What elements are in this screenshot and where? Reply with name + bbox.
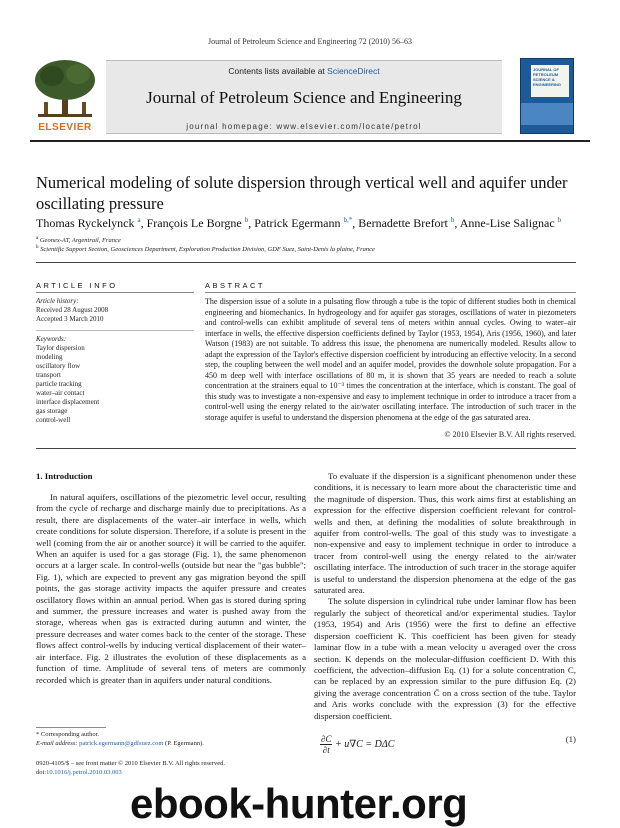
journal-cover-image xyxy=(520,58,574,134)
issn-note: 0920-4105/$ – see front matter © 2010 Elsevier B.V. All rights reserved. xyxy=(36,760,225,767)
paragraph: To evaluate if the dispersion is a significant phenomenon under these conditions, it is necessary to learn more about the characteristic time and the magnitude of dispersion. Thus, this work aims first at establishing an expression for the effective dispersion coefficient relevant for control-wells and then, at defining the modalities of solute breakthrough in aquifer from control-wells. The goal of this study was to investigate a non-expensive and easy to implement technique in order to introduce a tracer from control-well using the energy related to the air/water oscillating interface. The introduction of such tracer in the storage aquifer is useful to understand the dispersion phenomena at the edge of the gas saturated area. xyxy=(314,471,576,596)
author-affil-sup[interactable]: b xyxy=(557,216,562,224)
copyright-notice: © 2010 Elsevier B.V. All rights reserved. xyxy=(444,430,576,439)
keyword: water–air contact xyxy=(36,389,85,397)
equation-number: (1) xyxy=(565,734,576,744)
doi-link[interactable]: 10.1016/j.petrol.2010.03.003 xyxy=(46,769,122,776)
header-rule xyxy=(30,140,590,142)
cover-title: JOURNAL OF PETROLEUM SCIENCE & ENGINEERING xyxy=(533,67,562,87)
email-label: E-mail address: xyxy=(36,740,80,747)
intro-right-column xyxy=(314,471,576,722)
divider xyxy=(36,448,576,449)
paragraph: In natural aquifers, oscillations of the piezometric level occur, resulting from the cycle of recharge and discharge mainly due to precipitations. As a result, there are displacements of the water–air interface in wells, which create conditions for solute dispersion. Therefore, if a solute is present in the well (coming from the air or another source) it will be carried to the aquifer. When an aquifer is used for a gas storage (Fig. 1), the same phenomenon occurs at a larger scale. In control-wells (outside but near the "gas bubble"; Fig. 1), which are expected to prevent any gas migration beyond the spill points, the gas storage activity impacts the aquifer pressure and creates oscillatory flows within an annual period. When gas is stored during spring and summer, the pressure increases and water is pushed away from the storage, whereas when gas is extracted during autumn and winter, the pressure decreases and water comes back to the center of the storage. These flows affect control-wells by inducing vertical displacement of their water–air interface. Fig. 2 illustrates the evolution of these displacements as a function of time. Amplitude of several tens of meters are commonly recorded which is greater than in aquifers under natural conditions. xyxy=(36,492,306,685)
doi-prefix: doi: xyxy=(36,769,47,776)
sciencedirect-link[interactable]: ScienceDirect xyxy=(327,66,380,76)
email-link[interactable]: patrick.egermann@gdfsuez.com xyxy=(79,740,164,747)
history-label: Article history: xyxy=(36,297,79,305)
divider xyxy=(205,292,576,293)
affiliation xyxy=(36,245,596,253)
divider xyxy=(36,262,576,263)
keyword: Taylor dispersion xyxy=(36,344,85,352)
doi-note xyxy=(36,769,306,776)
author-affil-sup[interactable]: b xyxy=(244,216,249,224)
frac-numerator: ∂C xyxy=(321,734,332,744)
author-name[interactable]: François Le Borgne xyxy=(146,216,242,230)
keyword: gas storage xyxy=(36,407,68,415)
partial-derivative xyxy=(320,734,332,755)
contents-line xyxy=(106,66,502,76)
keyword: modeling xyxy=(36,353,63,361)
watermark: ebook-hunter.org xyxy=(130,780,468,827)
author-affil-sup[interactable]: b xyxy=(450,216,455,224)
affiliation-sup: b xyxy=(36,245,39,250)
journal-homepage[interactable]: journal homepage: www.elsevier.com/locate/petrol xyxy=(186,122,422,131)
divider xyxy=(36,330,194,331)
author-name[interactable]: Anne-Lise Salignac xyxy=(459,216,555,230)
keywords-block xyxy=(36,335,194,425)
journal-title: Journal of Petroleum Science and Engineering xyxy=(146,88,462,107)
accepted-date: Accepted 3 March 2010 xyxy=(36,315,104,323)
author-affil-sup[interactable]: a xyxy=(137,216,141,224)
keyword: oscillatory flow xyxy=(36,362,81,370)
affiliation-sup: a xyxy=(36,236,39,241)
keyword: control-well xyxy=(36,416,71,424)
affiliation-text: Scientific Support Section, Geosciences Department, Exploration Production Division, GDF Suez, Saint-Denis la plaine, France xyxy=(40,246,375,254)
author-list: Thomas Ryckelynck $^a$, François Le Borgne $^b$, Patrick Egermann $^{b,*}$, Bernadette Brefort $^b$, Anne-Lise Salignac $^b$ xyxy=(36,216,562,230)
keyword: transport xyxy=(36,371,61,379)
paragraph: The solute dispersion in cylindrical tube under laminar flow has been regularly the subject of theoretical and/or experimental studies. Taylor (1953, 1954) and Aris (1956) were the first to define an effective dispersion coefficient K. This coefficient has been given for steady laminar flow in a tube with a mean velocity u averaged over the cross section. K depends on the molecular-diffusion coefficient D. With this coefficient, the advection–diffusion Eq. (1) for a solute concentration C, can be replaced by an expression similar to the pure diffusion Eq. (2) giving the average concentration C̄ on a cross section of the tube. Taylor and Aris works conclude with the expression (3) for the effective dispersion coefficient. xyxy=(314,596,576,721)
email-note xyxy=(36,740,306,747)
author-affil-sup[interactable]: b,* xyxy=(343,216,353,224)
affiliation xyxy=(36,236,596,244)
equation-rhs: + u∇C = DΔC xyxy=(334,738,395,750)
article-history xyxy=(36,297,194,324)
keyword: interface displacement xyxy=(36,398,100,406)
equation-1 xyxy=(320,734,576,755)
intro-left-column xyxy=(36,492,306,686)
article-title: Numerical modeling of solute dispersion through vertical well and aquifer under oscillating pressure xyxy=(36,173,568,213)
article-info-label: ARTICLE INFO xyxy=(36,281,118,290)
running-head: Journal of Petroleum Science and Engineering 72 (2010) 56–63 xyxy=(208,37,412,46)
author-name[interactable]: Thomas Ryckelynck xyxy=(36,216,135,230)
elsevier-tree-logo xyxy=(30,58,100,132)
author-name[interactable]: Bernadette Brefort xyxy=(358,216,448,230)
abstract-label: ABSTRACT xyxy=(205,281,266,290)
contents-prefix: Contents lists available at xyxy=(228,66,328,76)
corresponding-author-note: * Corresponding author. xyxy=(36,731,100,738)
keywords-label: Keywords: xyxy=(36,335,67,343)
publisher-wordmark: ELSEVIER xyxy=(38,122,92,133)
keyword: particle tracking xyxy=(36,380,82,388)
affiliation-text: Geonex-AT, Argentrail, France xyxy=(39,237,121,245)
footnote-rule xyxy=(36,727,106,728)
abstract-text: The dispersion issue of a solute in a pulsating flow through a tube is the topic of different studies both in chemical engineering and biomechanics. In hydrogeology and for aquifer gas storages, oscillations of water in piezometers and control-wells can exhibit amplitude of several tens of meters within annual cycles. Owing to water–air interface in wells, the effective dispersion coefficients defined by Taylor (1953, 1954), Aris (1956, 1960), and later Watson (1983) are not suitable. To address this issue, the phenomena are numerically modeled. Results allow to adapt the expression of the Taylor's effective dispersion coefficient by introducing an effective velocity. In a second step, the coupling between the well model and an aquifer model, provides the downhole solute propagation. For a 450 m deep well with interface oscillations of 80 m, it is shown that 35 years are needed to reach a solute concentration at the strainers equal to 10⁻³ times the concentration at the interface, which is constant. The goal of this study was to investigate a non-expensive and easy to implement technique in order to introduce a tracer from a control-well using the energy related to the air/water oscillating interface. The introduction of such tracer in the storage aquifer is useful to understand the dispersion phenomena at the edge of the gas saturated area. xyxy=(205,297,576,422)
section-heading: 1. Introduction xyxy=(36,471,93,481)
author-name[interactable]: Patrick Egermann xyxy=(254,216,341,230)
frac-denominator: ∂t xyxy=(322,745,330,755)
received-date: Received 28 August 2008 xyxy=(36,306,109,314)
divider xyxy=(36,292,194,293)
email-suffix: (P. Egermann). xyxy=(163,740,204,747)
